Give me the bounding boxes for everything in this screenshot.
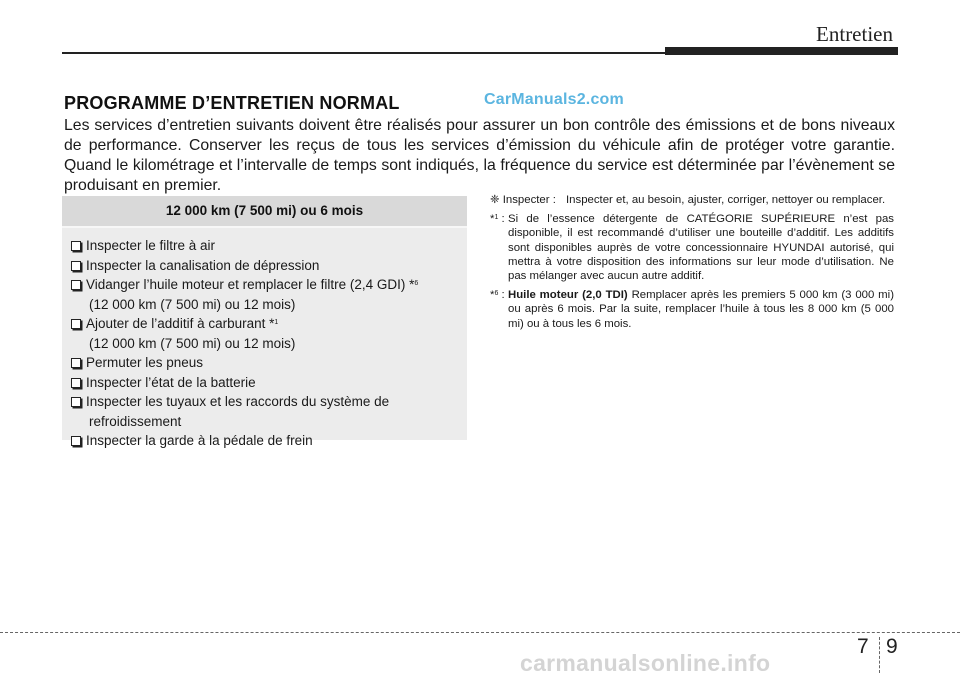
chapter-number: 7 bbox=[857, 635, 869, 658]
checklist-item bbox=[71, 236, 467, 256]
checkbox-icon bbox=[71, 280, 81, 290]
footnote-ref: 6 bbox=[414, 280, 419, 287]
note-footnote-1 bbox=[490, 212, 894, 283]
checklist-item bbox=[71, 256, 467, 276]
checkbox-icon bbox=[71, 397, 81, 407]
page-number: 9 bbox=[886, 635, 898, 658]
note-6-marker: *$^6$ : bbox=[490, 289, 505, 302]
checklist-item-label: Inspecter le filtre à air bbox=[86, 238, 216, 253]
watermark-bottom: carmanualsonline.info bbox=[520, 650, 771, 676]
checklist-item-label: Inspecter l’état de la batterie bbox=[86, 374, 256, 390]
checkbox-icon bbox=[71, 261, 81, 271]
checklist-item bbox=[71, 275, 467, 295]
header-rule-accent bbox=[665, 47, 898, 55]
checkbox-icon bbox=[71, 319, 81, 329]
checklist-item-label: Inspecter les tuyaux et les raccords du système de bbox=[86, 394, 390, 409]
footnote-ref: 1 bbox=[274, 319, 279, 326]
note-1-marker: *$^1$ : bbox=[490, 213, 505, 226]
checklist-item-label: Permuter les pneus bbox=[86, 355, 204, 370]
checklist-item-label: Vidanger l’huile moteur et remplacer le filtre (2,4 GDI) * bbox=[86, 277, 415, 292]
checklist-item bbox=[71, 353, 467, 373]
checkbox-icon bbox=[71, 241, 81, 251]
note-footnote-6 bbox=[490, 288, 894, 331]
checklist-item bbox=[71, 314, 467, 334]
page-divider bbox=[879, 637, 880, 673]
checkbox-icon bbox=[71, 436, 81, 446]
note-1-text: Si de l’essence détergente de CATÉGORIE SUPÉRIEURE n’est pas disponible, il est recommandé d’utiliser une bouteille d’additif. Les additifs sont disponibles auprès de votre concessionnaire HYUNDAI autorisé, qui mettra à votre disposition des informations sur leur mode d’utilisation. Ne pas mélanger avec aucun autre additif. bbox=[508, 213, 894, 283]
schedule-box bbox=[62, 196, 467, 448]
note-inspect bbox=[490, 193, 894, 207]
section-title: PROGRAMME D’ENTRETIEN NORMAL bbox=[64, 93, 400, 113]
checkbox-icon bbox=[71, 378, 81, 388]
schedule-checklist bbox=[62, 228, 467, 451]
checklist-item-label: Ajouter de l’additif à carburant * bbox=[86, 316, 275, 331]
checkbox-icon bbox=[71, 358, 81, 368]
note-inspect-text: Inspecter et, au besoin, ajuster, corriger, nettoyer ou remplacer. bbox=[566, 194, 886, 206]
checklist-item-continuation: (12 000 km (7 500 mi) ou 12 mois) bbox=[89, 335, 296, 351]
checklist-item-label: Inspecter la canalisation de dépression bbox=[86, 257, 320, 273]
schedule-box-header: 12 000 km (7 500 mi) ou 6 mois bbox=[62, 196, 467, 228]
checklist-item-label: Inspecter la garde à la pédale de frein bbox=[86, 433, 313, 448]
notes-column bbox=[490, 193, 894, 336]
checklist-item bbox=[71, 373, 467, 393]
header-title: Entretien bbox=[816, 22, 893, 46]
checklist-item-continuation: refroidissement bbox=[89, 413, 182, 429]
footer-rule bbox=[0, 632, 960, 633]
checklist-item bbox=[71, 431, 467, 451]
checklist-item bbox=[71, 392, 467, 412]
note-inspect-marker: ❈ Inspecter : bbox=[490, 194, 556, 206]
intro-paragraph: Les services d’entretien suivants doivent être réalisés pour assurer un bon contrôle des émissions et de bons niveaux de performance. Conserver les reçus de tous les services d’émission du véhicule afin de protéger votre garantie. Quand le kilométrage et l’intervalle de temps sont indiqués, la fréquence du service est déterminée par l’évènement se produisant en premier. bbox=[64, 117, 895, 194]
watermark-top: CarManuals2.com bbox=[484, 91, 624, 108]
note-6-text: Huile moteur (2,0 TDI) Remplacer après les premiers 5 000 km (3 000 mi) ou après 6 mois. Par la suite, remplacer l’huile à tous les 8 000 km (5 000 mi) ou à tous les 6 mois. bbox=[508, 289, 894, 330]
header-rule bbox=[62, 52, 665, 54]
checklist-item-continuation: (12 000 km (7 500 mi) ou 12 mois) bbox=[89, 296, 296, 312]
